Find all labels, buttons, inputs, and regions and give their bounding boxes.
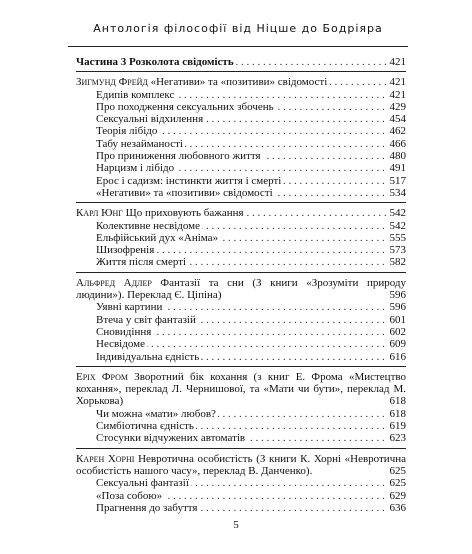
table-of-contents [76, 56, 406, 514]
entry-page: 625 [387, 477, 407, 489]
entry-page: 555 [387, 232, 407, 244]
entry-page: 602 [387, 326, 407, 338]
section-heading-horney [76, 453, 406, 478]
page-number: 5 [233, 519, 239, 531]
entry-page: 601 [387, 314, 407, 326]
entry-page: 616 [387, 351, 407, 363]
section-heading-jung [76, 207, 406, 219]
toc-entry [76, 314, 406, 326]
toc-entry [76, 256, 406, 268]
section-heading-freud [76, 76, 406, 88]
entry-label: Несвідоме [96, 338, 145, 351]
entry-page: 480 [387, 150, 407, 162]
running-head: Антологія філософії від Ніцше до Бодріяра [93, 22, 383, 35]
entry-label: Сновидіння [96, 325, 152, 338]
entry-page: 573 [387, 244, 407, 256]
entry-page: 629 [387, 490, 407, 502]
toc-entry [76, 338, 406, 350]
entry-label: Теорія лібідо [96, 125, 158, 138]
entry-page: 517 [387, 175, 407, 187]
toc-entry [76, 244, 406, 256]
entry-page: 491 [387, 162, 407, 174]
entry-label: Колективне несвідоме [96, 219, 201, 232]
toc-entry [76, 502, 406, 514]
entry-label: Сексуальні фантазії [96, 477, 189, 490]
entry-label: Нарцизм і лібідо [96, 162, 175, 175]
section-page: 421 [387, 76, 407, 88]
entry-label: Сексуальні відхилення [96, 113, 204, 126]
part-page: 421 [387, 56, 407, 68]
entry-label: Чи можна «мати» любов? [96, 407, 216, 420]
section-title: Зворотний бік кохання (з книг Е. Фрома «Мистецтво кохання», переклад Л. Чернишової, та «Мати чи бути», переклад М. Хорькова) [76, 370, 406, 408]
entry-page: 421 [387, 89, 407, 101]
entry-page: 454 [387, 113, 407, 125]
author-name: Карл Юнг [76, 207, 123, 220]
header-rule [68, 46, 408, 47]
entry-label: Втеча у світ фантазій [96, 313, 196, 326]
entry-page: 534 [387, 187, 407, 199]
section-divider [76, 366, 406, 367]
author-name: Карен Хорні [76, 452, 135, 465]
section-divider [76, 448, 406, 449]
entry-page: 636 [387, 502, 407, 514]
section-page: 618 [387, 395, 407, 407]
entry-page: 582 [387, 256, 407, 268]
entry-label: Ерос і садизм: інстинкти життя і смерті [96, 174, 282, 187]
entry-label: Симбіотична єдність [96, 420, 194, 433]
toc-entry [76, 326, 406, 338]
toc-entry [76, 150, 406, 162]
entry-label: Життя після смерті [96, 256, 187, 269]
entry-label: Едипів комплекс [96, 88, 175, 101]
toc-entry [76, 125, 406, 137]
toc-entry [76, 351, 406, 363]
toc-entry [76, 408, 406, 420]
section-heading-adler [76, 277, 406, 302]
entry-page: 542 [387, 220, 407, 232]
entry-page: 618 [387, 408, 407, 420]
toc-entry [76, 89, 406, 101]
section-title: «Негативи» та «позитиви» свідомості [150, 76, 328, 89]
section-page: 596 [387, 289, 407, 301]
author-name: Еріх Фром [76, 370, 128, 383]
entry-page: 609 [387, 338, 407, 350]
toc-entry [76, 420, 406, 432]
entry-page: 619 [387, 420, 407, 432]
entry-page: 462 [387, 125, 407, 137]
entry-label: Про приниження любовного життя [96, 150, 261, 163]
toc-entry [76, 477, 406, 489]
entry-page: 466 [387, 138, 407, 150]
toc-entry [76, 162, 406, 174]
author-name: Зигмунд Фрейд [76, 76, 148, 89]
section-page: 625 [387, 465, 407, 477]
section-title: Невротична особистість (З книги К. Хорні «Невротична особистість нашого часу», переклад В. Данченко). [76, 452, 406, 477]
toc-entry [76, 175, 406, 187]
toc-entry [76, 138, 406, 150]
section-divider [76, 71, 406, 72]
entry-label: Ельфійський дух «Аніма» [96, 231, 219, 244]
entry-label: Про походження сексуальних збочень [96, 100, 274, 113]
section-divider [76, 272, 406, 273]
part-heading [76, 56, 406, 68]
toc-entry [76, 187, 406, 199]
entry-page: 623 [387, 432, 407, 444]
entry-label: Уявні картини [96, 301, 163, 314]
toc-entry [76, 220, 406, 232]
entry-label: Шизофренія [96, 244, 155, 257]
toc-entry [76, 301, 406, 313]
entry-label: «Поза собою» [96, 489, 163, 502]
entry-page: 596 [387, 301, 407, 313]
author-name: Альфред Адлер [76, 276, 152, 289]
entry-label: Стосунки відчужених автоматів [96, 432, 246, 445]
section-divider [76, 202, 406, 203]
entry-page: 429 [387, 101, 407, 113]
entry-label: Індивідуальна єдність [96, 350, 200, 363]
toc-entry [76, 490, 406, 502]
section-page: 542 [387, 207, 407, 219]
entry-label: Табу незайманості [96, 137, 183, 150]
entry-label: «Негативи» та «позитиви» свідомості [96, 186, 273, 199]
toc-entry [76, 232, 406, 244]
section-heading-fromm [76, 371, 406, 408]
toc-entry [76, 432, 406, 444]
toc-entry [76, 113, 406, 125]
section-title: Фантазії та сни (З книги «Зрозуміти природу людини»). Переклад Є. Ціпіна) [76, 276, 407, 302]
entry-label: Прагнення до забуття [96, 501, 198, 514]
toc-entry [76, 101, 406, 113]
part-label: Частина 3 Розколота свідомість [76, 56, 234, 68]
section-title: Що приховують бажання [125, 207, 244, 220]
